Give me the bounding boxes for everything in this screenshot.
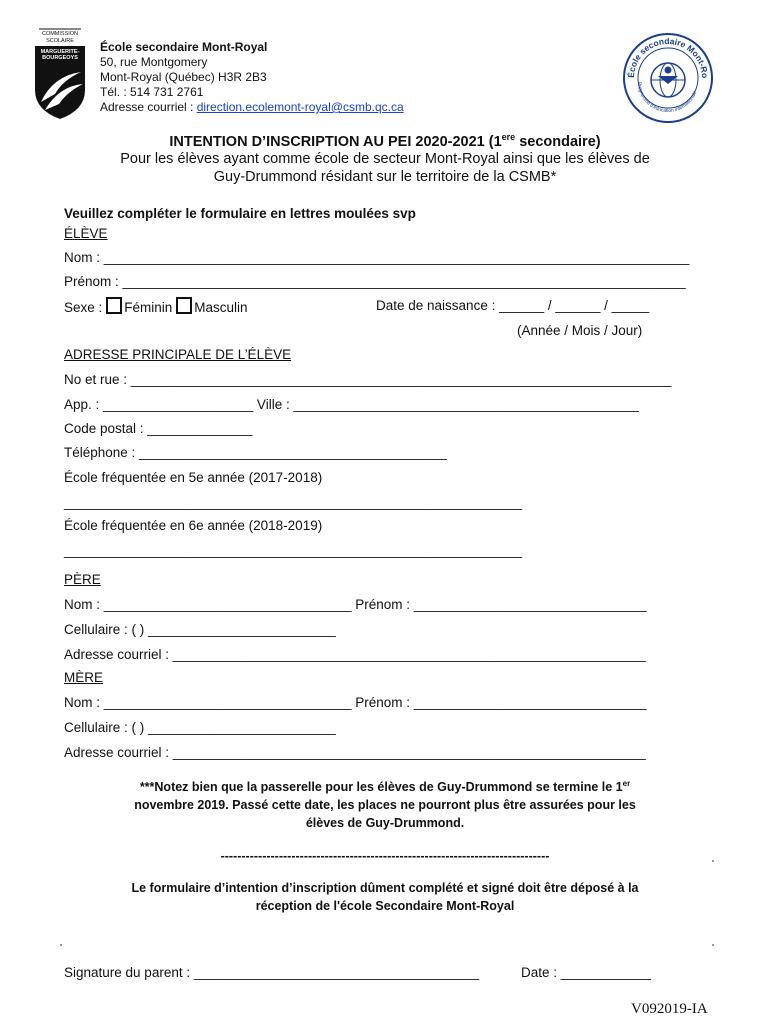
masculin-checkbox[interactable] (176, 297, 192, 314)
version-code: V092019-IA (631, 1001, 708, 1017)
pei-logo (622, 32, 714, 124)
pere-courriel-field[interactable]: Adresse courriel : _______________________________________________________________ (64, 647, 646, 662)
separator-dashes: ------------------------------------------------------------------------------- (220, 849, 550, 863)
note-line-1: ***Notez bien que la passerelle pour les élèves de Guy-Drummond se termine le 1er (139, 779, 631, 795)
code-postal-field[interactable]: Code postal : ______________ (64, 421, 253, 436)
feminin-checkbox[interactable] (106, 297, 122, 314)
logo-line-1: COMMISSION (41, 31, 79, 37)
subtitle-line-2: Guy-Drummond résidant sur le territoire de la CSMB* (213, 169, 557, 185)
stray-dot (60, 944, 62, 946)
pere-nom-prenom-field[interactable]: Nom : _________________________________ Prénom : _______________________________ (64, 597, 647, 612)
ecole-5e-field[interactable]: _____________________________________________________________ (64, 495, 522, 510)
logo-line-2: SCOLAIRE (46, 38, 74, 44)
ecole-5e-label: École fréquentée en 5e année (2017-2018) (64, 470, 323, 485)
section-eleve-heading: ÉLÈVE (64, 226, 108, 241)
subtitle-line-1: Pour les élèves ayant comme école de secteur Mont-Royal ainsi que les élèves de (120, 151, 650, 167)
svg-text:Programme d'éducation internat (636, 82, 698, 114)
form-title-main: INTENTION D’INSCRIPTION AU PEI 2020-2021 (1 (169, 133, 502, 150)
sexe-label: Sexe : (64, 300, 103, 315)
school-name: École secondaire Mont-Royal (100, 40, 268, 54)
email-label: Adresse courriel : (100, 100, 197, 114)
depot-instructions (60, 879, 710, 915)
csmb-logo (33, 28, 87, 120)
eleve-prenom-field[interactable]: Prénom : ___________________________________________________________________________ (64, 274, 686, 289)
depot-line-2: réception de l'école Secondaire Mont-Royal (255, 899, 515, 913)
signature-date-field[interactable]: Date : ____________ (521, 965, 651, 980)
pere-cellulaire-field[interactable]: Cellulaire : ( ) _________________________ (64, 622, 336, 637)
ecole-6e-label: École fréquentée en 6e année (2018-2019) (64, 518, 323, 533)
pei-logo-arc-text: École secondaire Mont-Ro (625, 35, 711, 79)
section-mere-heading: MÈRE (64, 670, 104, 685)
school-phone: Tél. : 514 731 2761 (100, 85, 204, 99)
mere-cellulaire-field[interactable]: Cellulaire : ( ) _________________________ (64, 720, 336, 735)
school-header (100, 40, 404, 115)
date-naissance-field[interactable]: Date de naissance : ______ / ______ / _____ (376, 298, 650, 313)
no-rue-field[interactable]: No et rue : ________________________________________________________________________ (64, 372, 672, 387)
eleve-nom-field[interactable]: Nom : ______________________________________________________________________________ (64, 250, 690, 265)
form-title (0, 132, 770, 150)
logo-line-4: BOURGEOYS (42, 55, 78, 61)
feminin-label: Féminin (124, 300, 173, 315)
school-address-2: Mont-Royal (Québec) H3R 2B3 (100, 70, 267, 84)
school-email-row (100, 100, 404, 115)
instructions: Veuillez compléter le formulaire en lettres moulées svp (64, 206, 416, 221)
masculin-label: Masculin (194, 300, 248, 315)
mere-courriel-field[interactable]: Adresse courriel : _______________________________________________________________ (64, 745, 646, 760)
stray-dot (712, 860, 714, 862)
note-line-2: novembre 2019. Passé cette date, les places ne pourront plus être assurées pour les (134, 798, 636, 813)
email-link[interactable]: direction.ecolemont-royal@csmb.qc.ca (196, 100, 404, 114)
section-pere-heading: PÈRE (64, 572, 101, 587)
mere-nom-prenom-field[interactable]: Nom : _________________________________ Prénom : _______________________________ (64, 695, 647, 710)
logo-line-3: MARGUERITE- (40, 49, 80, 55)
form-title-sup: ere (501, 132, 516, 142)
section-adresse-heading: ADRESSE PRINCIPALE DE L’ÉLÈVE (64, 347, 292, 362)
pei-logo-inner-text: Programme d'éducation internationale (635, 81, 699, 115)
form-title-tail: secondaire) (515, 133, 601, 150)
school-address-1: 50, rue Montgomery (100, 55, 208, 69)
passerelle-note (60, 775, 710, 832)
telephone-field[interactable]: Téléphone : _________________________________________ (64, 445, 447, 460)
app-ville-field[interactable]: App. : ____________________ Ville : ______________________________________________ (64, 397, 639, 412)
note-line-3: élèves de Guy-Drummond. (305, 816, 465, 831)
date-format-hint: (Année / Mois / Jour) (517, 323, 643, 338)
stray-dot (712, 944, 714, 946)
form-subtitle (0, 150, 770, 186)
signature-parent-field[interactable]: Signature du parent : ______________________________________ (64, 965, 480, 980)
depot-line-1: Le formulaire d’intention d’inscription dûment complété et signé doit être déposé à la (131, 881, 639, 895)
ecole-6e-field[interactable]: _____________________________________________________________ (64, 543, 522, 558)
sexe-row (64, 297, 248, 316)
